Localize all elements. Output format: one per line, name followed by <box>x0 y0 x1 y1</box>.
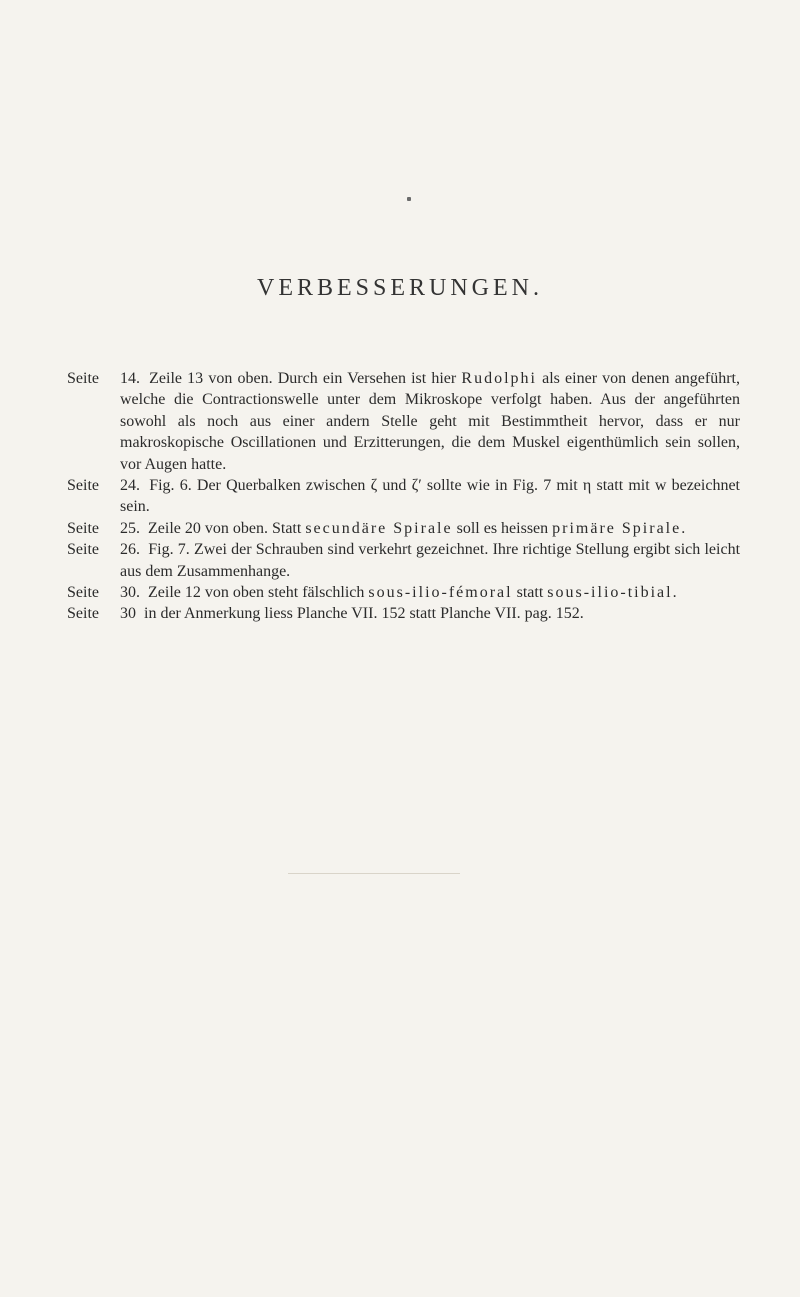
errata-list <box>67 368 740 625</box>
errata-entry <box>67 518 740 539</box>
text-segment: Zeile 13 von oben. Durch ein Versehen ist hier <box>149 370 462 387</box>
errata-text <box>120 603 740 624</box>
page-title: VERBESSERUNGEN. <box>256 275 544 301</box>
errata-entry <box>67 368 740 475</box>
spaced-term: Rudolphi <box>461 370 537 387</box>
text-segment: . <box>681 519 686 537</box>
text-segment: als einer von denen angeführt, welche die Contractionswelle unter dem Mikroskope verfolgt haben. Aus der angeführten sowohl als noch aus einer andern Stelle geht mit Bestimmtheit hervor, dass er nur makroskopische Oscillationen und Erzitterungen, die dem Muskel eigenthümlich sein sollen, vor Augen hatte. <box>120 370 741 473</box>
page-number: 14. <box>120 370 140 387</box>
text-segment: Fig. 7. Zwei der Schrauben sind verkehrt gezeichnet. Ihre richtige Stellung ergibt sich leicht aus dem Zusammenhange. <box>120 541 741 580</box>
spaced-term: sous-ilio-fémoral <box>368 584 513 602</box>
spaced-term: secundäre Spirale <box>305 519 453 537</box>
spaced-term: sous-ilio-tibial <box>547 584 673 602</box>
page-number: 30 <box>120 605 136 623</box>
seite-label: Seite <box>67 605 99 623</box>
page-number: 30. <box>120 584 140 602</box>
decorative-rule <box>288 873 460 874</box>
errata-entry <box>67 603 740 624</box>
seite-label: Seite <box>67 584 99 602</box>
spaced-term: primäre Spirale <box>552 519 682 537</box>
text-segment: statt <box>512 584 548 602</box>
errata-text <box>120 539 740 582</box>
errata-text <box>120 368 740 475</box>
text-segment: Zeile 12 von oben steht fälschlich <box>148 584 369 602</box>
page-number: 26. <box>120 541 140 559</box>
errata-text <box>120 475 740 518</box>
text-segment: Fig. 6. Der Querbalken zwischen ζ und ζ′ sollte wie in Fig. 7 mit η statt mit w bezeichnet sein. <box>120 477 741 516</box>
text-segment: in der Anmerkung liess Planche VII. 152 statt Planche VII. pag. 152. <box>144 605 584 623</box>
errata-entry <box>67 582 740 603</box>
seite-label: Seite <box>67 370 99 387</box>
ink-speck <box>407 197 411 201</box>
errata-entry <box>67 539 740 582</box>
page-number: 24. <box>120 477 140 495</box>
seite-label: Seite <box>67 519 99 537</box>
errata-text <box>120 518 740 539</box>
text-segment: Zeile 20 von oben. Statt <box>148 519 306 537</box>
seite-label: Seite <box>67 477 99 495</box>
text-segment: soll es heissen <box>452 519 553 537</box>
errata-text <box>120 582 740 603</box>
seite-label: Seite <box>67 541 99 559</box>
text-segment: . <box>672 584 677 602</box>
errata-entry <box>67 475 740 518</box>
page-number: 25. <box>120 519 140 537</box>
